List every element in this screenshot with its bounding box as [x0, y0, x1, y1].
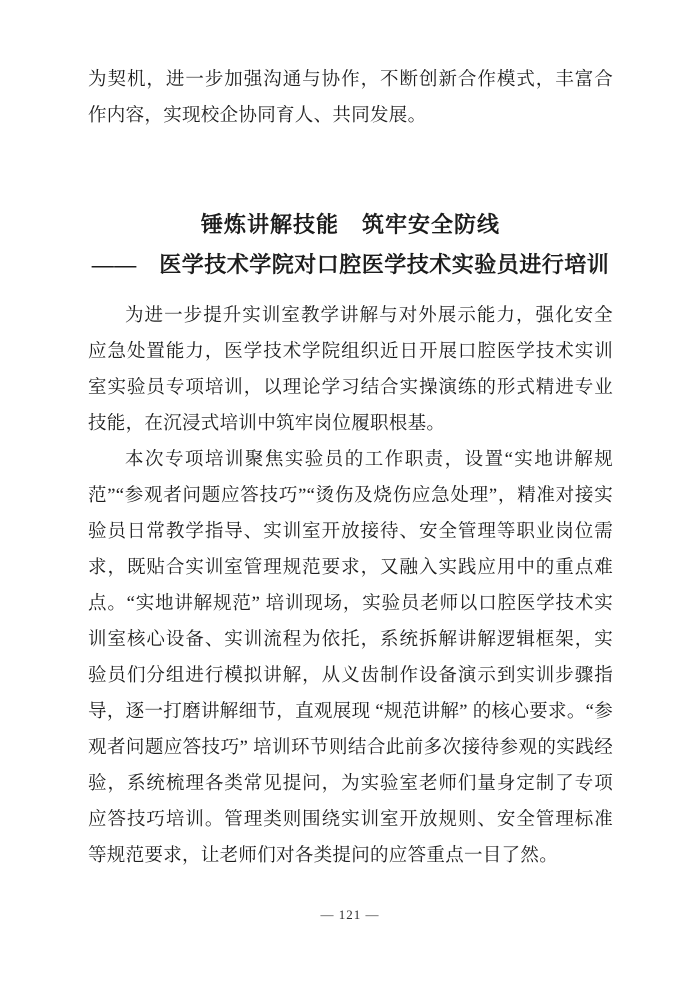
article-paragraph-1: 为进一步提升实训室教学讲解与对外展示能力，强化安全应急处置能力，医学技术学院组织近日开展口腔医学技术实训室实验员专项培训，以理论学习结合实操演练的形式精进专业技能，在沉浸式培训中筑牢岗位履职根基。: [88, 306, 613, 434]
page-number: — 121 —: [320, 907, 380, 922]
continuation-paragraph: 为契机，进一步加强沟通与协作，不断创新合作模式，丰富合作内容，实现校企协同育人、共同发展。: [88, 70, 613, 126]
article-subtitle: —— 医学技术学院对口腔医学技术实验员进行培训: [91, 252, 610, 277]
article-paragraph-2: 本次专项培训聚焦实验员的工作职责，设置“实地讲解规范”“参观者问题应答技巧”“烫伤及烧伤应急处理”，精准对接实验员日常教学指导、实训室开放接待、安全管理等职业岗位需求，既贴合实训室管理规范要求，又融入实践应用中的重点难点。“实地讲解规范” 培训现场，实验员老师以口腔医学技术实训室核心设备、实训流程为依托，系统拆解讲解逻辑框架，实验员们分组进行模拟讲解，从义齿制作设备演示到实训步骤指导，逐一打磨讲解细节，直观展现 “规范讲解” 的核心要求。“参观者问题应答技巧” 培训环节则结合此前多次接待参观的实践经验，系统梳理各类常见提问，为实验室老师们量身定制了专项应答技巧培训。管理类则围绕实训室开放规则、安全管理标准等规范要求，让老师们对各类提问的应答重点一目了然。: [88, 450, 613, 866]
article-title: 锤炼讲解技能 筑牢安全防线: [200, 212, 500, 237]
